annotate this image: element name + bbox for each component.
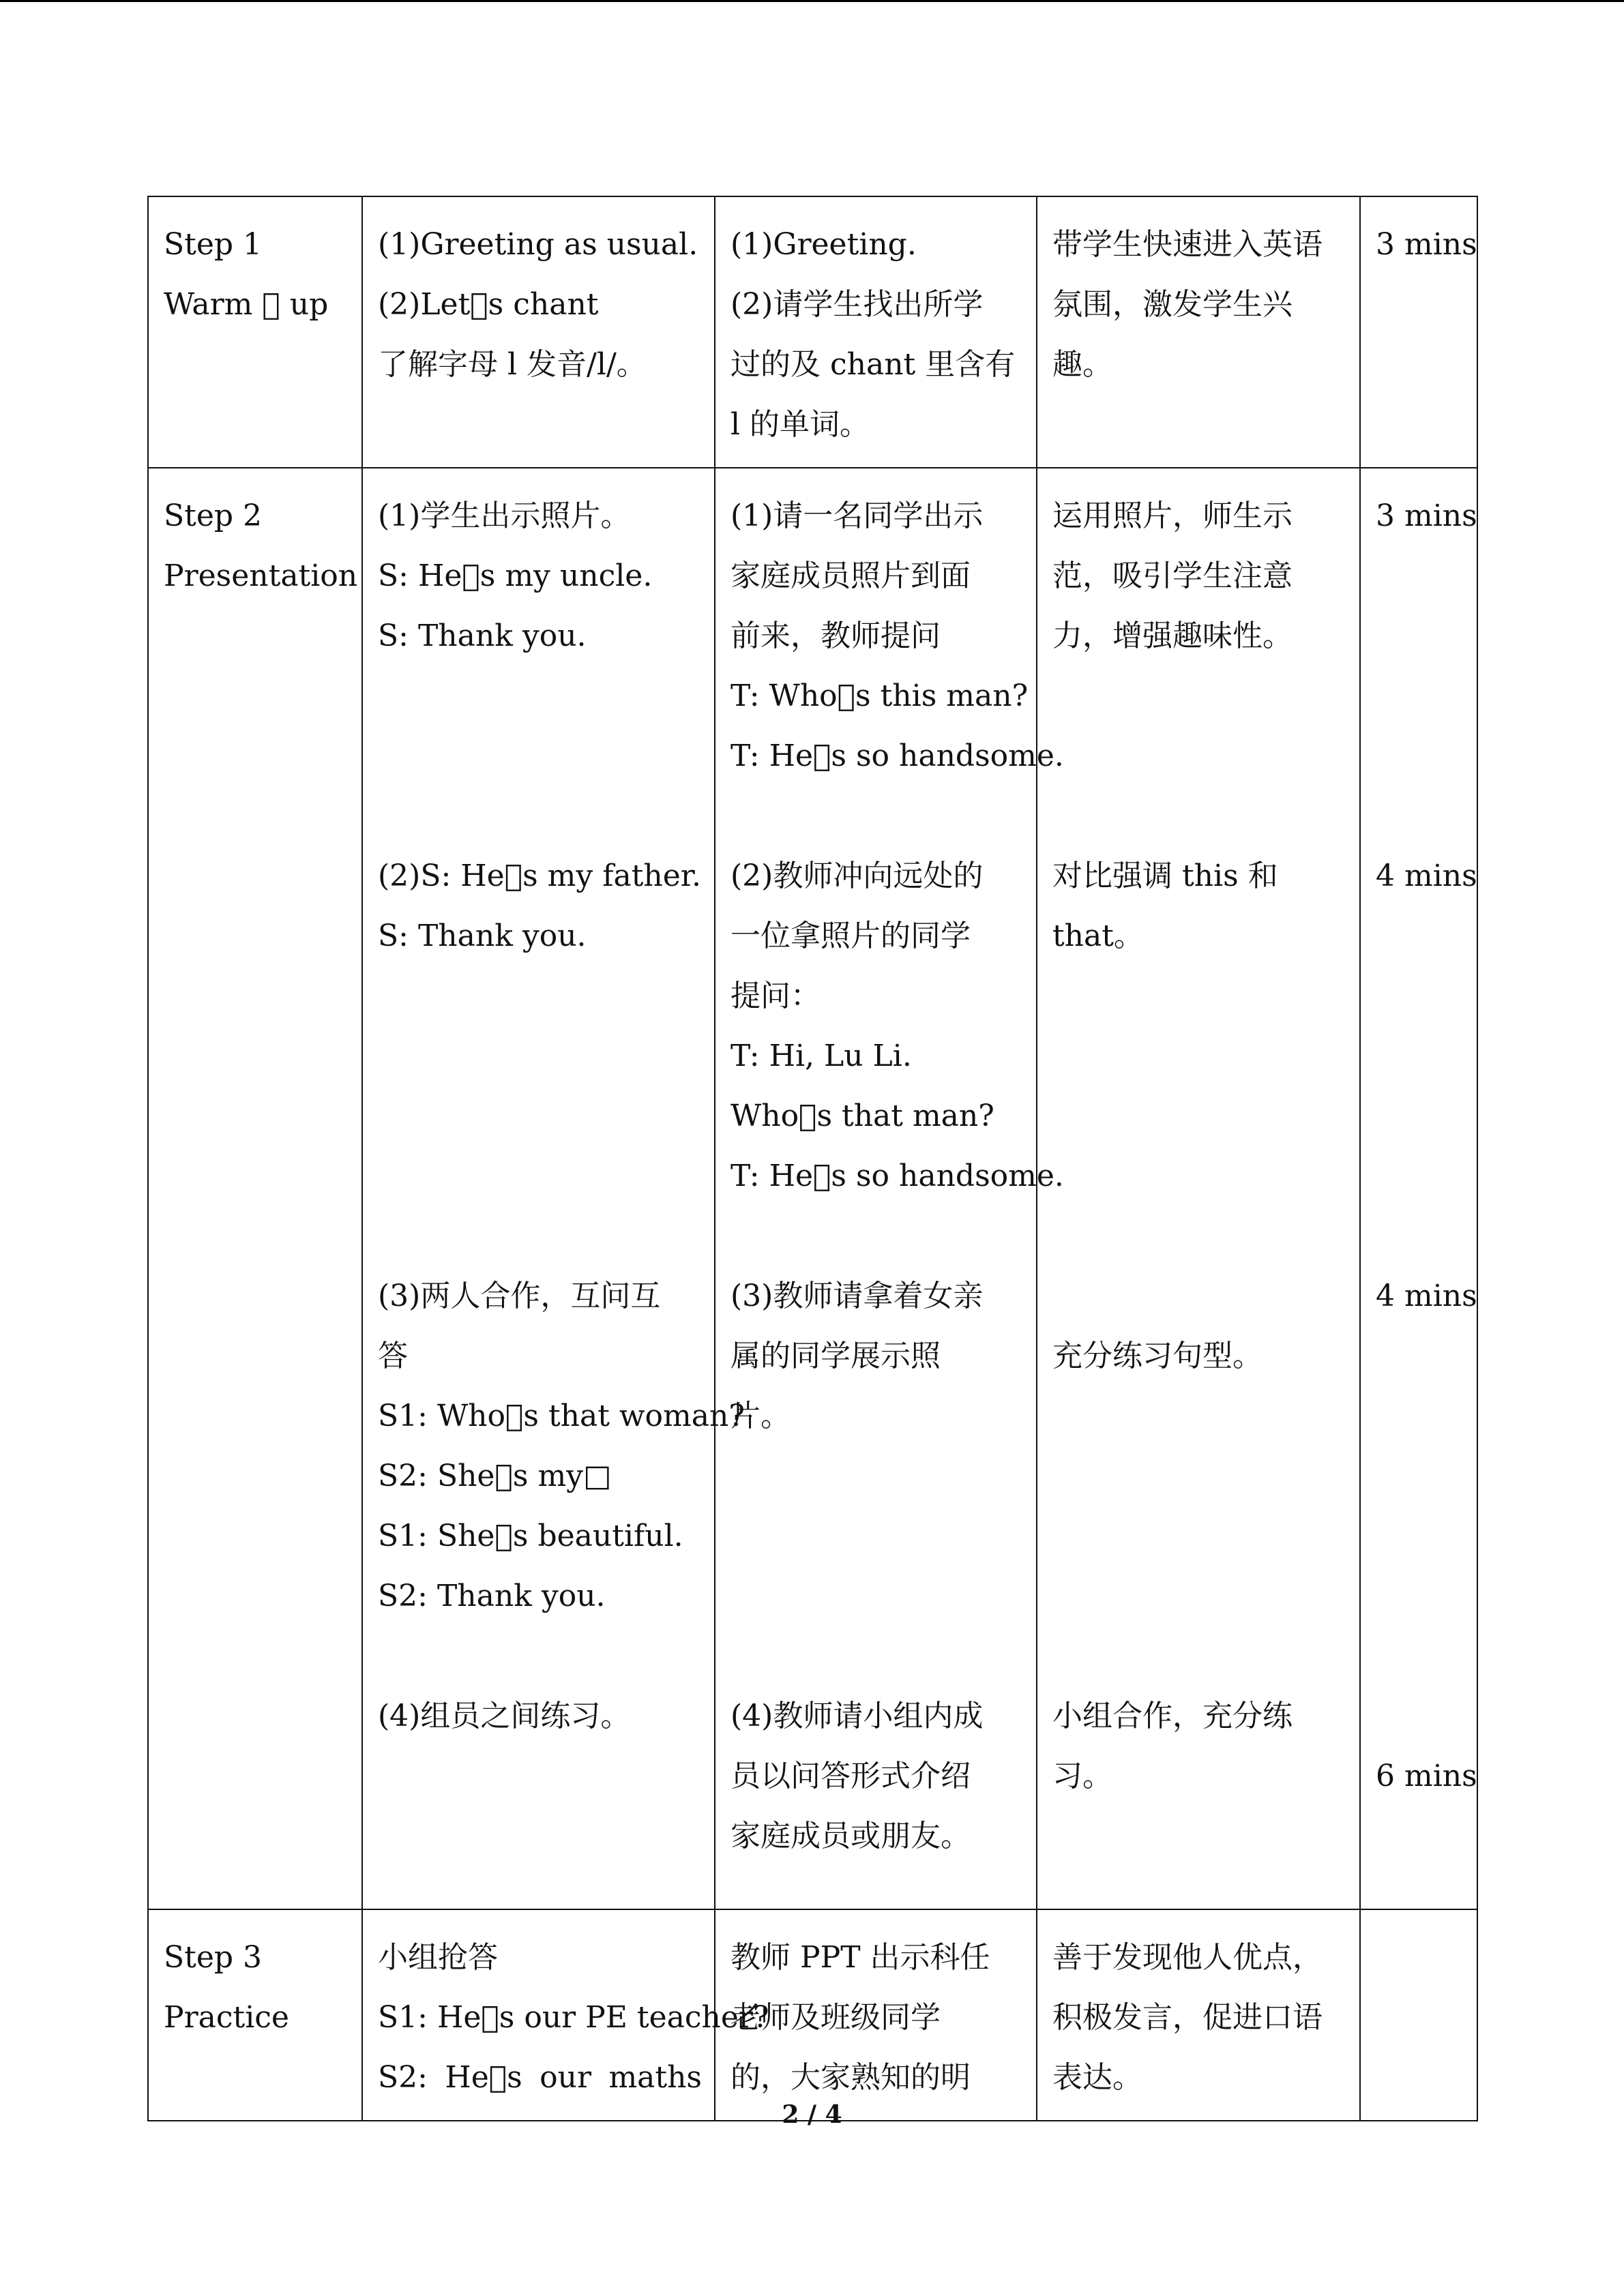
purpose-line: 带学生快速进入英语 <box>1052 227 1323 262</box>
teacher-line: 教师 PPT 出示科任 <box>730 1940 990 1975</box>
teacher-line: Who s that man? <box>730 1099 986 1133</box>
time-value: 4 mins <box>1376 1279 1477 1313</box>
step-name: Step 3 <box>164 1940 263 1975</box>
teacher-line: 家庭成员照片到面 <box>730 558 971 593</box>
step-cell <box>148 196 362 468</box>
student-activity-cell <box>362 1909 761 2121</box>
step-cell <box>148 468 362 1909</box>
page-number: 2 / 4 <box>782 2100 842 2129</box>
student-line: (1)学生出示照片。 <box>378 498 631 533</box>
student-activity-cell <box>362 196 715 468</box>
student-line: S: Thank you. <box>378 618 587 653</box>
student-line: (3)两人合作，互问互 <box>378 1279 661 1313</box>
purpose-line: 力，增强趣味性。 <box>1052 618 1293 653</box>
purpose-line: 表达。 <box>1052 2060 1142 2095</box>
teacher-line: 提问： <box>730 979 821 1013</box>
table-row-step-1 <box>148 196 1477 468</box>
purpose-line: 对比强调 this 和 <box>1052 859 1278 893</box>
purpose-line: 运用照片，师生示 <box>1052 498 1293 533</box>
purpose-cell <box>1037 196 1360 468</box>
table-row-step-3 <box>148 1909 1477 2121</box>
teacher-activity-cell <box>715 468 1056 1909</box>
student-line: 了解字母 l 发音/l/。 <box>378 347 647 382</box>
purpose-cell <box>1037 468 1360 1909</box>
purpose-line: 善于发现他人优点， <box>1052 1940 1323 1975</box>
teacher-line: 一位拿照片的同学 <box>730 919 971 953</box>
teacher-activity-cell <box>715 1909 1037 2121</box>
student-line: S2: She s my□ <box>378 1459 604 1493</box>
teacher-line: 属的同学展示照 <box>730 1339 941 1373</box>
teacher-line: 老师及班级同学 <box>730 2000 941 2035</box>
time-cell <box>1360 468 1477 1909</box>
teacher-line: l 的单词。 <box>730 407 870 442</box>
student-line: S2: He s our maths <box>378 2060 702 2095</box>
teacher-line: (4)教师请小组内成 <box>730 1699 984 1733</box>
student-line: 小组抢答 <box>378 1940 498 1975</box>
lesson-plan-sheet <box>147 196 1477 2121</box>
teacher-line: (1)Greeting. <box>730 227 917 262</box>
student-line: (1)Greeting as usual. <box>378 227 698 262</box>
student-line: (2)S: He s my father. <box>378 859 693 893</box>
purpose-line: that。 <box>1052 919 1144 953</box>
student-line: S1: Who s that woman? <box>378 1399 737 1433</box>
step-name: Step 2 <box>164 498 263 533</box>
time-cell <box>1360 1909 1477 2121</box>
time-cell <box>1360 196 1477 468</box>
lesson-plan-table <box>147 196 1478 2121</box>
student-line: S1: He s our PE teacher? <box>378 2000 761 2035</box>
student-line: 答 <box>378 1339 408 1373</box>
time-value: 3 mins <box>1376 227 1477 262</box>
teacher-line: 过的及 chant 里含有 <box>730 347 1016 382</box>
purpose-line: 充分练习句型。 <box>1052 1339 1263 1373</box>
teacher-line: (2)教师冲向远处的 <box>730 859 984 893</box>
teacher-line: (3)教师请拿着女亲 <box>730 1279 984 1313</box>
purpose-line: 范，吸引学生注意 <box>1052 558 1293 593</box>
time-value: 6 mins <box>1376 1759 1477 1793</box>
teacher-activity-cell <box>715 196 1037 468</box>
teacher-line: T: He s so handsome. <box>730 1159 1056 1193</box>
purpose-line: 积极发言，促进口语 <box>1052 2000 1323 2035</box>
purpose-line: 趣。 <box>1052 347 1112 382</box>
teacher-line: T: Hi, Lu Li. <box>730 1039 912 1073</box>
purpose-line: 氛围，激发学生兴 <box>1052 287 1293 322</box>
teacher-line: 员以问答形式介绍 <box>730 1759 971 1793</box>
page-top-border <box>0 0 1624 2</box>
teacher-line: (1)请一名同学出示 <box>730 498 984 533</box>
time-value: 3 mins <box>1376 498 1477 533</box>
purpose-line: 习。 <box>1052 1759 1112 1793</box>
teacher-line: 片。 <box>730 1399 791 1433</box>
purpose-line: 小组合作，充分练 <box>1052 1699 1293 1733</box>
table-row-step-2 <box>148 468 1477 1909</box>
student-line: (2)Let s chant <box>378 287 591 322</box>
student-activity-cell <box>362 468 737 1909</box>
step-name: Step 1 <box>164 227 263 262</box>
teacher-line: 家庭成员或朋友。 <box>730 1819 971 1853</box>
teacher-line: T: He s so handsome. <box>730 739 1056 773</box>
student-line: S: He s my uncle. <box>378 558 644 593</box>
step-phase: Warm up <box>164 287 301 322</box>
teacher-line: 前来，教师提问 <box>730 618 941 653</box>
step-cell <box>148 1909 362 2121</box>
student-line: S: Thank you. <box>378 919 587 953</box>
teacher-line: (2)请学生找出所学 <box>730 287 984 322</box>
step-phase: Practice <box>164 2000 289 2035</box>
student-line: (4)组员之间练习。 <box>378 1699 631 1733</box>
teacher-line: T: Who s this man? <box>730 679 1020 713</box>
time-value: 4 mins <box>1376 859 1477 893</box>
purpose-cell <box>1037 1909 1360 2121</box>
student-line: S2: Thank you. <box>378 1579 606 1613</box>
teacher-line: 的，大家熟知的明 <box>730 2060 971 2095</box>
step-phase: Presentation <box>164 558 358 593</box>
student-line: S1: She s beautiful. <box>378 1519 675 1553</box>
